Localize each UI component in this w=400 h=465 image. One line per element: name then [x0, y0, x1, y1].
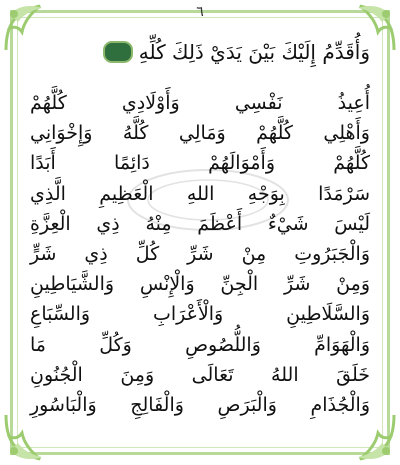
text-line: كُلَّهُمْ وَأَمْوَالَهُمْ دَائِمًا أَبَدًا [30, 152, 370, 175]
text-line: وَالسَّلَاطِينِ وَالْأَعْرَابِ وَالسِّبَاعِ [30, 303, 370, 326]
text-line: أُعِيذُ نَفْسِي وَأَوْلَادِي كُلَّهُمْ [30, 92, 370, 114]
text-line: وَالْجُذَامِ وَالْبَرَصِ وَالْفَالِجِ وَالْبَاسُورِ [30, 393, 370, 416]
header-text: وَأُقَدِّمُ إِلَيْكَ بَيْنَ يَدَيْ ذَلِكَ كُلِّهِ [138, 40, 370, 64]
text-line: خَلَقَ اللهُ تَعَالَى وَمِنَ الْجُنُونِ [30, 363, 370, 386]
text-lines [30, 88, 370, 420]
text-line: وَمِنْ شَرِّ الْجِنِّ وَالْإِنْسِ وَالشَّيَاطِينِ [30, 273, 370, 296]
page-number: ٦ [196, 4, 204, 20]
text-line: وَالْجَبَرُوتِ مِنْ شَرِّ كُلِّ ذِي شَرٍّ [30, 242, 370, 265]
text-line: وَأَهْلِي كُلَّهُمْ وَمَالِي كُلَّهُ وَإِخْوَانِي [30, 122, 370, 145]
header-line [30, 30, 370, 74]
text-line: لَيْسَ شَيْءٌ أَعْظَمَ مِنْهُ ذِي الْعِزَّةِ [30, 212, 370, 235]
prayer-text [30, 30, 370, 445]
text-line: وَالْهَوَامِّ وَاللُّصُوصِ وَكُلِّ مَا [30, 333, 370, 356]
verse-marker-icon [103, 41, 133, 63]
text-line: سَرْمَدًا بِوَجْهِ اللهِ الْعَظِيمِ الَّذِي [30, 182, 370, 205]
